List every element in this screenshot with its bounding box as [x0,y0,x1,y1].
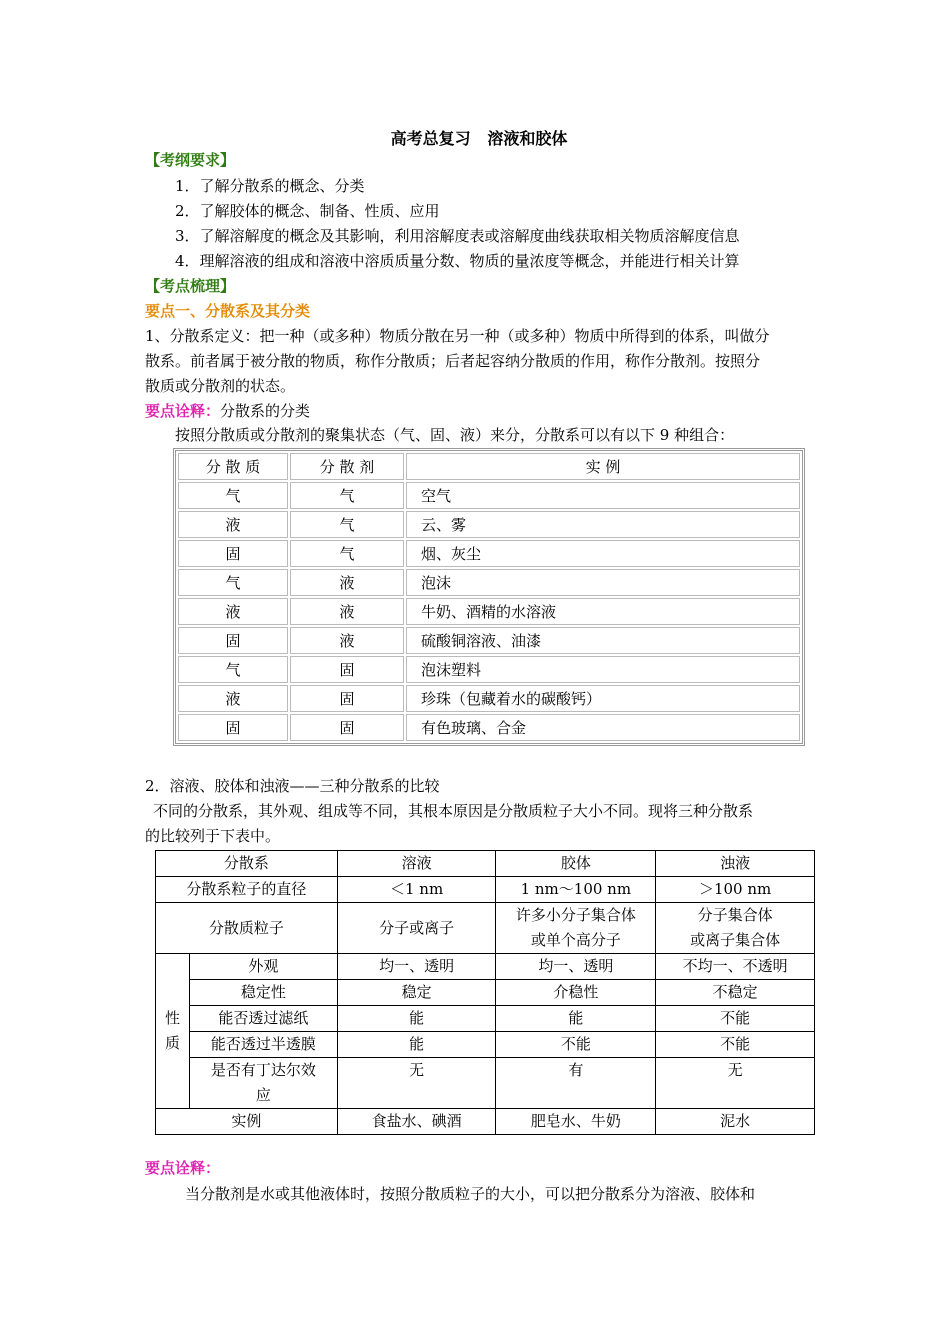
table-cell: 分散系 [156,851,338,877]
table-cell: 能否透过半透膜 [189,1032,337,1058]
table-cell: 牛奶、酒精的水溶液 [406,598,800,625]
note2-label: 要点诠释： [145,1159,221,1177]
table-cell: 空气 [406,482,800,509]
table-row [178,714,800,741]
table-cell: 均一、透明 [337,954,496,980]
table-cell: 不能 [656,1032,815,1058]
table-cell: 液 [178,511,288,538]
note1 [145,401,310,421]
outline-heading: 【考纲要求】 [145,151,236,169]
table-cell: 固 [290,656,404,683]
table-cell: 均一、透明 [496,954,656,980]
cell-line: 或单个高分子 [530,931,621,949]
table-cell: 不均一、不透明 [656,954,815,980]
table-cell: 烟、灰尘 [406,540,800,567]
point1-line: 散系。前者属于被分散的物质，称作分散质；后者起容纳分散质的作用，称作分散剂。按照分 [145,352,761,370]
table-cell: 固 [178,627,288,654]
table-cell: 介稳性 [496,980,656,1006]
table-cell: 外观 [189,954,337,980]
table-cell: 溶液 [337,851,496,877]
table-row [178,569,800,596]
table-cell: 分子或离子 [337,903,496,954]
table-cell: 气 [290,482,404,509]
table-cell: 能 [496,1006,656,1032]
property-label-char: 性 [164,1009,180,1027]
table-cell: 分散系粒子的直径 [156,877,338,903]
table-cell: 液 [178,685,288,712]
table-cell: 无 [656,1058,815,1109]
dispersion-comparison-table [155,850,815,1135]
table-cell: 稳定 [337,980,496,1006]
table-row [178,598,800,625]
table-cell: 分散质粒子 [156,903,338,954]
point2-line: 不同的分散系，其外观、组成等不同，其根本原因是分散质粒子大小不同。现将三种分散系 [153,802,754,820]
table-row [178,453,800,480]
point1-line: 1、分散系定义：把一种（或多种）物质分散在另一种（或多种）物质中所得到的体系，叫做分 [145,327,770,345]
table-cell: 不能 [656,1006,815,1032]
page-title: 高考总复习 溶液和胶体 [390,129,568,148]
table-cell: 泡沫 [406,569,800,596]
table-cell: 气 [290,540,404,567]
table-cell: 肥皂水、牛奶 [496,1109,656,1135]
table-cell: ＞100 nm [656,877,815,903]
outline-item: 1．了解分散系的概念、分类 [175,177,365,195]
cell-line: 或离子集合体 [690,931,781,949]
table-cell: 气 [178,482,288,509]
table-cell: 气 [178,569,288,596]
table-cell: 液 [290,569,404,596]
table-cell: 胶体 [496,851,656,877]
table-cell: 不稳定 [656,980,815,1006]
note2-text: 当分散剂是水或其他液体时，按照分散质粒子的大小，可以把分散系分为溶液、胶体和 [185,1185,756,1203]
table-cell: 无 [337,1058,496,1109]
table-cell [189,1058,337,1109]
table-cell: 能 [337,1006,496,1032]
table-cell: 液 [178,598,288,625]
table-row [178,627,800,654]
table-cell [656,903,815,954]
table-cell [496,903,656,954]
outline-item: 3．了解溶解度的概念及其影响，利用溶解度表或溶解度曲线获取相关物质溶解度信息 [175,227,740,245]
table-cell: 实例 [156,1109,338,1135]
table-cell: 气 [290,511,404,538]
table-cell: 分 散 剂 [290,453,404,480]
note1-desc: 按照分散质或分散剂的聚集状态（气、固、液）来分，分散系可以有以下 9 种组合： [175,426,735,444]
table-row [178,482,800,509]
table-row [178,656,800,683]
cell-line: 是否有丁达尔效 [210,1061,316,1079]
table-cell: 浊液 [656,851,815,877]
table-cell: 珍珠（包藏着水的碳酸钙） [406,685,800,712]
outline-item: 4．理解溶液的组成和溶液中溶质质量分数、物质的量浓度等概念，并能进行相关计算 [175,252,740,270]
note1-text: 分散系的分类 [220,402,311,420]
table-cell: 泡沫塑料 [406,656,800,683]
table-cell: ＜1 nm [337,877,496,903]
table-cell: 稳定性 [189,980,337,1006]
point2-line: 的比较列于下表中。 [145,827,281,845]
table-cell: 固 [178,540,288,567]
point1-line: 散质或分散剂的状态。 [145,377,296,395]
table-cell: 能 [337,1032,496,1058]
outline-item: 2．了解胶体的概念、制备、性质、应用 [175,202,440,220]
table-cell: 实 例 [406,453,800,480]
table-cell: 固 [178,714,288,741]
cell-line: 应 [255,1086,271,1104]
point1-heading: 要点一、分散系及其分类 [145,302,311,320]
table-cell: 1 nm～100 nm [496,877,656,903]
dispersion-combination-table [173,448,805,746]
property-label [156,954,190,1109]
property-label-char: 质 [164,1034,180,1052]
table-cell: 气 [178,656,288,683]
note1-label: 要点诠释： [145,402,221,420]
table-row [178,540,800,567]
table-cell: 固 [290,685,404,712]
table-cell: 云、雾 [406,511,800,538]
table-cell: 分 散 质 [178,453,288,480]
table-cell: 有 [496,1058,656,1109]
table-cell: 不能 [496,1032,656,1058]
table-cell: 泥水 [656,1109,815,1135]
table-cell: 硫酸铜溶液、油漆 [406,627,800,654]
review-heading: 【考点梳理】 [145,277,236,295]
table-row [178,685,800,712]
point2-heading: 2．溶液、胶体和浊液——三种分散系的比较 [145,777,440,795]
table-row [178,511,800,538]
table-cell: 液 [290,598,404,625]
table-cell: 液 [290,627,404,654]
table-cell: 有色玻璃、合金 [406,714,800,741]
table-cell: 能否透过滤纸 [189,1006,337,1032]
table-cell: 固 [290,714,404,741]
table-cell: 食盐水、碘酒 [337,1109,496,1135]
cell-line: 许多小分子集合体 [515,906,636,924]
cell-line: 分子集合体 [697,906,773,924]
